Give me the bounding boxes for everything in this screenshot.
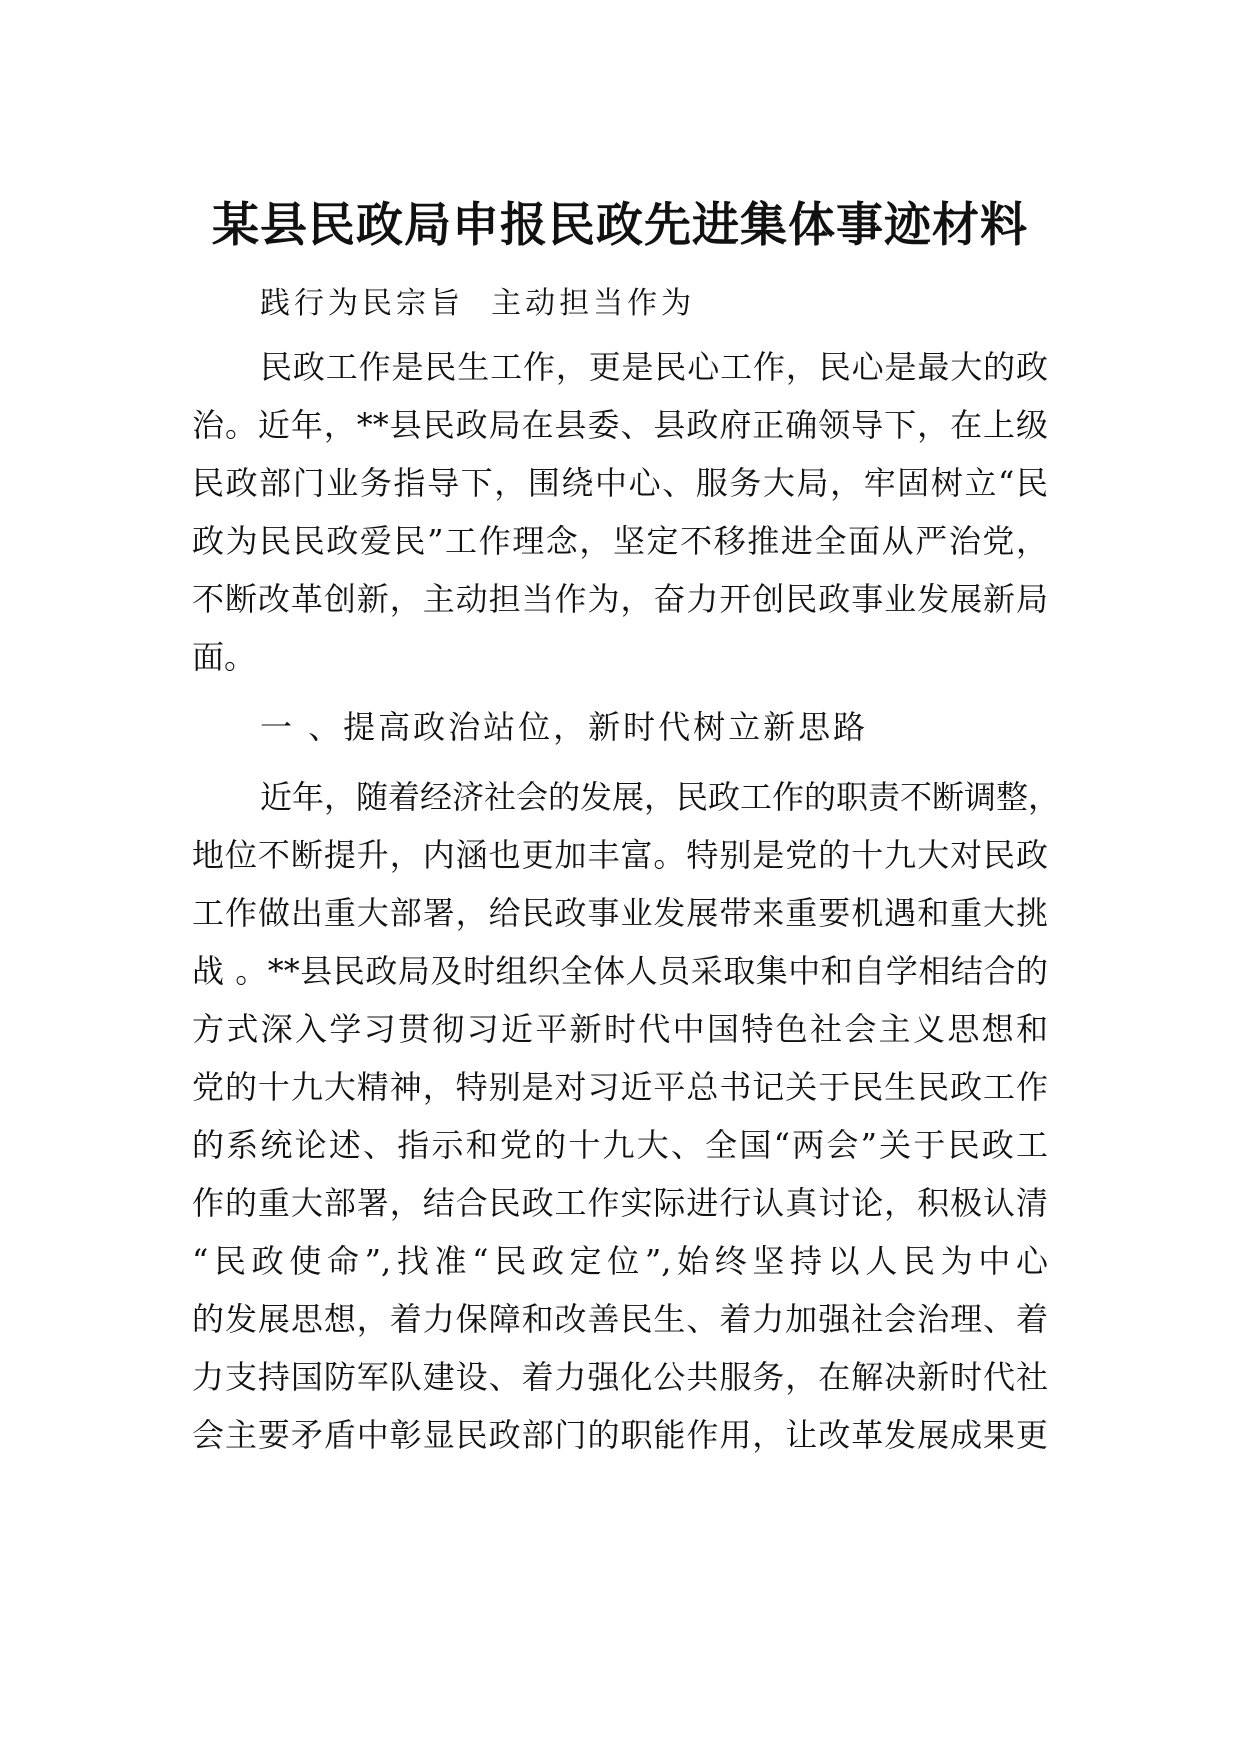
paragraph2-line: 党的十九大精神，特别是对习近平总书记关于民生民政工作: [192, 1068, 1048, 1106]
paragraph2-line: 近年，随着经济社会的发展，民政工作的职责不断调整，: [260, 778, 1061, 816]
paragraph2-line: “民政使命”,找准“民政定位”,始终坚持以人民为中心: [192, 1242, 1048, 1280]
paragraph1-line: 面。: [192, 638, 257, 676]
paragraph2-line: 力支持国防军队建设、着力强化公共服务，在解决新时代社: [192, 1358, 1048, 1396]
paragraph1-line: 政为民民政爱民”工作理念，坚定不移推进全面从严治党，: [192, 522, 1048, 560]
document-title: 某县民政局申报民政先进集体事迹材料: [212, 198, 1028, 253]
paragraph2-line: 会主要矛盾中彰显民政部门的职能作用，让改革发展成果更: [192, 1416, 1048, 1454]
paragraph2-line: 作的重大部署，结合民政工作实际进行认真讨论，积极认清: [192, 1184, 1048, 1222]
paragraph2-line: 的发展思想，着力保障和改善民生、着力加强社会治理、着: [192, 1300, 1048, 1338]
paragraph1-line: 治。近年，**县民政局在县委、县政府正确领导下，在上级: [192, 406, 1048, 444]
paragraph1-line: 民政部门业务指导下，围绕中心、服务大局，牢固树立“民: [192, 464, 1048, 502]
paragraph2-line: 地位不断提升，内涵也更加丰富。特别是党的十九大对民政: [192, 836, 1048, 874]
paragraph2-line: 方式深入学习贯彻习近平新时代中国特色社会主义思想和: [192, 1010, 1048, 1048]
paragraph2-line: 工作做出重大部署，给民政事业发展带来重要机遇和重大挑: [192, 894, 1048, 932]
paragraph1-line: 民政工作是民生工作，更是民心工作，民心是最大的政: [260, 348, 1048, 386]
document-subtitle: 践行为民宗旨 主动担当作为: [260, 286, 696, 321]
section1-heading: 一 、提高政治站位，新时代树立新思路: [260, 708, 869, 746]
paragraph1-line: 不断改革创新，主动担当作为，奋力开创民政事业发展新局: [192, 580, 1048, 618]
paragraph2-line: 的系统论述、指示和党的十九大、全国“两会”关于民政工: [192, 1126, 1048, 1164]
paragraph2-line: 战 。**县民政局及时组织全体人员采取集中和自学相结合的: [192, 952, 1048, 990]
